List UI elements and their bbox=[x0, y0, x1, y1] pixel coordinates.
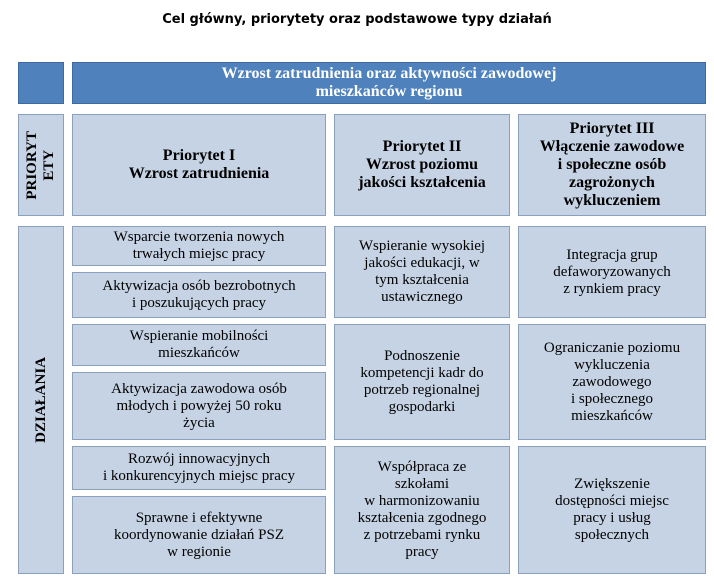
action-1-4: Aktywizacja zawodowa osób młodych i powyżej 50 roku życia bbox=[72, 372, 326, 440]
action-1-1: Wsparcie tworzenia nowych trwałych miejsc pracy bbox=[72, 226, 326, 266]
diagram-title: Cel główny, priorytety oraz podstawowe typy działań bbox=[162, 12, 552, 27]
priority-2: Priorytet II Wzrost poziomu jakości kształcenia bbox=[334, 114, 510, 216]
action-1-2: Aktywizacja osób bezrobotnych i poszukujących pracy bbox=[72, 272, 326, 318]
action-2-1: Wspieranie wysokiej jakości edukacji, w tym kształcenia ustawicznego bbox=[334, 226, 510, 318]
priority-3: Priorytet III Włączenie zawodowe i społeczne osób zagrożonych wykluczeniem bbox=[518, 114, 706, 216]
action-1-3: Wspieranie mobilności mieszkańców bbox=[72, 324, 326, 366]
actions-label-text: DZIAŁANIA bbox=[32, 357, 49, 443]
main-goal: Wzrost zatrudnienia oraz aktywności zawodowej mieszkańców regionu bbox=[72, 62, 706, 104]
action-2-3: Współpraca ze szkołami w harmonizowaniu kształcenia zgodnego z potrzebami rynku pracy bbox=[334, 446, 510, 574]
corner-block bbox=[18, 62, 64, 104]
priorities-label-text: PRIORYT ETY bbox=[24, 130, 57, 200]
action-1-5: Rozwój innowacyjnych i konkurencyjnych miejsc pracy bbox=[72, 446, 326, 490]
priority-1: Priorytet I Wzrost zatrudnienia bbox=[72, 114, 326, 216]
priorities-label bbox=[18, 114, 64, 216]
action-3-3: Zwiększenie dostępności miejsc pracy i usług społecznych bbox=[518, 446, 706, 574]
action-2-2: Podnoszenie kompetencji kadr do potrzeb regionalnej gospodarki bbox=[334, 324, 510, 440]
actions-label bbox=[18, 226, 64, 574]
action-3-1: Integracja grup defaworyzowanych z rynkiem pracy bbox=[518, 226, 706, 318]
action-3-2: Ograniczanie poziomu wykluczenia zawodowego i społecznego mieszkańców bbox=[518, 324, 706, 440]
action-1-6: Sprawne i efektywne koordynowanie działań PSZ w regionie bbox=[72, 496, 326, 574]
